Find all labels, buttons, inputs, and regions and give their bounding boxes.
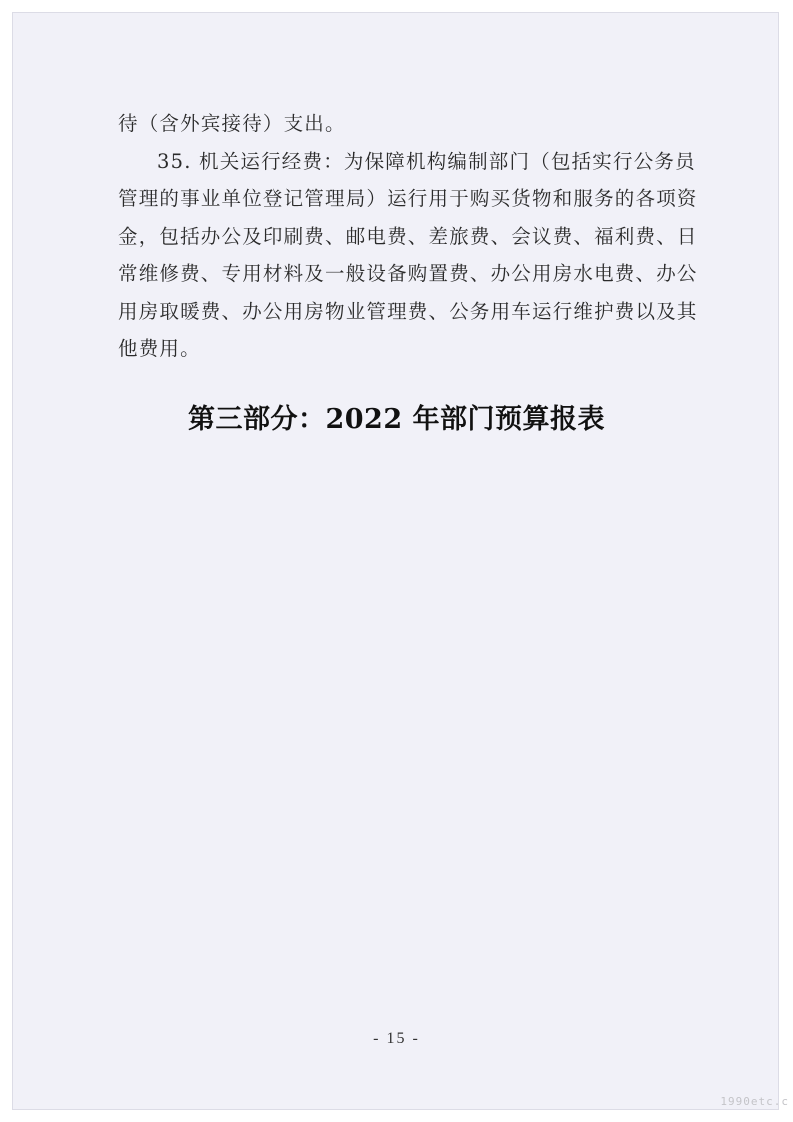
paragraph-continuation: 待（含外宾接待）支出。 bbox=[118, 112, 346, 135]
body-text bbox=[118, 105, 698, 368]
paragraph-35: 35. 机关运行经费：为保障机构编制部门（包括实行公务员管理的事业单位登记管理局）运行用于购买货物和服务的各项资金，包括办公及印刷费、邮电费、差旅费、会议费、福利费、日常维修费、专用材料及一般设备购置费、办公用房水电费、办公用房取暖费、办公用房物业管理费、公务用车运行维护费以及其他费用。 bbox=[118, 149, 698, 360]
page-number: - 15 - bbox=[373, 1030, 420, 1047]
watermark: 1990etc.c bbox=[720, 1095, 789, 1108]
section-title: 第三部分：2022 年部门预算报表 bbox=[187, 404, 606, 435]
